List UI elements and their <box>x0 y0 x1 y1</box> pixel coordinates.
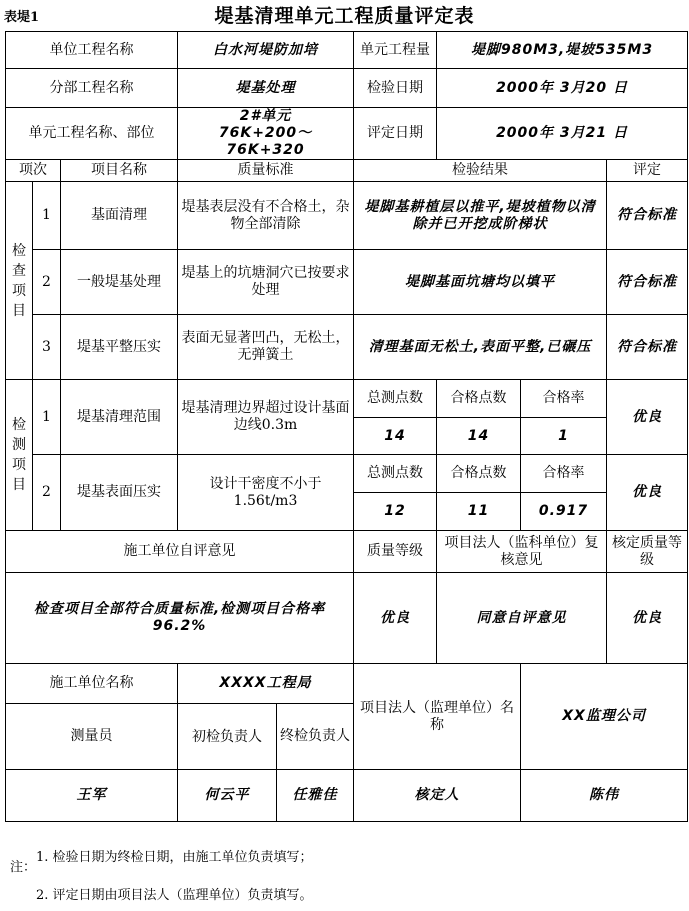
check-item-result: 堤脚基耕植层以推平,堤坡植物以清除并已开挖成阶梯状 <box>354 182 607 250</box>
check-item-standard: 堤基上的坑塘洞穴已按要求处理 <box>178 250 354 315</box>
header-item-name: 项目名称 <box>61 160 178 182</box>
contractor-label: 施工单位名称 <box>6 664 178 704</box>
inspect-date-value: 2000年 3月20 日 <box>437 69 688 108</box>
owner-name-label: 项目法人（监理单位）名称 <box>354 664 521 770</box>
header-rating: 评定 <box>607 160 688 182</box>
check-item-standard: 表面无显著凹凸，无松土，无弹簧土 <box>178 315 354 380</box>
page-title: 堤基清理单元工程质量评定表 <box>214 5 475 27</box>
test-item-standard: 设计干密度不小于1.56t/m3 <box>178 455 354 531</box>
test-group-label: 检测项目 <box>6 380 33 531</box>
self-grade-label-text: 质量等级 <box>367 543 424 559</box>
owner-opinion-value: 同意自评意见 <box>437 573 607 664</box>
check-row-2 <box>6 250 688 315</box>
col-total-label: 总测点数 <box>354 380 437 418</box>
check-item-result: 清理基面无松土,表面平整,已碾压 <box>354 315 607 380</box>
assess-date-label: 评定日期 <box>354 108 437 160</box>
check-item-name: 一般堤基处理 <box>61 250 178 315</box>
unit-project-label: 单位工程名称 <box>6 32 178 69</box>
sign-row-1 <box>6 664 688 704</box>
check-group-label: 检查项目 <box>6 182 33 380</box>
test-total-value: 12 <box>354 493 437 531</box>
test-rate-value: 0.917 <box>521 493 607 531</box>
test-rate-value: 1 <box>521 418 607 455</box>
note-line-2: 2. 评定日期由项目法人（监理单位）负责填写。 <box>36 888 313 903</box>
review-value-row <box>6 573 688 664</box>
test-row-1a <box>6 380 688 418</box>
verifier-name: 陈伟 <box>521 770 688 822</box>
check-item-no: 3 <box>33 315 61 380</box>
element-chainage: 76K+200～76K+320 <box>218 125 313 158</box>
info-row-3 <box>6 108 688 160</box>
check-item-name: 基面清理 <box>61 182 178 250</box>
final-inspector-name: 任雅佳 <box>277 770 354 822</box>
unit-project-value: 白水河堤防加培 <box>178 32 354 69</box>
info-row-1 <box>6 32 688 69</box>
element-qty-label: 单元工程量 <box>354 32 437 69</box>
element-name-value <box>178 108 354 160</box>
header-result: 检验结果 <box>354 160 607 182</box>
check-item-no: 1 <box>33 182 61 250</box>
owner-review-label: 项目法人（监科单位）复核意见 <box>437 531 607 573</box>
assess-date-value: 2000年 3月21 日 <box>437 108 688 160</box>
col-rate-label: 合格率 <box>521 455 607 493</box>
final-inspector-label: 终检负责人 <box>277 704 354 770</box>
self-grade-label <box>354 531 437 573</box>
col-total-label: 总测点数 <box>354 455 437 493</box>
header-item-no: 项次 <box>6 160 61 182</box>
test-pass-value: 11 <box>437 493 521 531</box>
col-pass-label: 合格点数 <box>437 455 521 493</box>
inspect-date-label: 检验日期 <box>354 69 437 108</box>
col-rate-label: 合格率 <box>521 380 607 418</box>
test-item-no: 1 <box>33 380 61 455</box>
check-item-rating: 符合标准 <box>607 250 688 315</box>
review-header-row <box>6 531 688 573</box>
sign-row-3 <box>6 770 688 822</box>
test-item-name: 堤基表面压实 <box>61 455 178 531</box>
check-item-standard: 堤基表层没有不合格土，杂物全部清除 <box>178 182 354 250</box>
check-row-1 <box>6 182 688 250</box>
test-row-2a <box>6 455 688 493</box>
check-item-name: 堤基平整压实 <box>61 315 178 380</box>
element-name-label: 单元工程名称、部位 <box>6 108 178 160</box>
self-opinion-value: 检查项目全部符合质量标准,检测项目合格率96.2% <box>6 573 354 664</box>
header-row <box>6 160 688 182</box>
initial-inspector-label: 初检负责人 <box>178 704 277 770</box>
notes-label: 注： <box>10 860 37 875</box>
verify-grade-label: 核定质量等级 <box>607 531 688 573</box>
quality-assessment-table <box>5 31 688 822</box>
note-line-1: 1. 检验日期为终检日期，由施工单位负责填写； <box>36 850 313 865</box>
surveyor-name: 王军 <box>6 770 178 822</box>
test-item-rating: 优良 <box>607 380 688 455</box>
check-row-3 <box>6 315 688 380</box>
info-row-2 <box>6 69 688 108</box>
initial-inspector-name: 何云平 <box>178 770 277 822</box>
form-code: 表堤1 <box>4 10 40 25</box>
header-standard: 质量标准 <box>178 160 354 182</box>
test-pass-value: 14 <box>437 418 521 455</box>
self-assess-label: 施工单位自评意见 <box>6 531 354 573</box>
verifier-label: 核定人 <box>354 770 521 822</box>
element-unit-no: 2#单元 <box>239 108 292 124</box>
sub-project-label: 分部工程名称 <box>6 69 178 108</box>
verify-grade-value: 优良 <box>607 573 688 664</box>
test-total-value: 14 <box>354 418 437 455</box>
self-grade-value: 优良 <box>354 573 437 664</box>
test-item-rating: 优良 <box>607 455 688 531</box>
contractor-value: XXXX工程局 <box>178 664 354 704</box>
check-item-rating: 符合标准 <box>607 315 688 380</box>
surveyor-label: 测量员 <box>6 704 178 770</box>
col-pass-label: 合格点数 <box>437 380 521 418</box>
element-qty-value: 堤脚980M3,堤坡535M3 <box>437 32 688 69</box>
test-item-standard: 堤基清理边界超过设计基面边线0.3m <box>178 380 354 455</box>
test-item-name: 堤基清理范围 <box>61 380 178 455</box>
check-item-rating: 符合标准 <box>607 182 688 250</box>
sub-project-value: 堤基处理 <box>178 69 354 108</box>
check-item-no: 2 <box>33 250 61 315</box>
owner-name-value: XX监理公司 <box>521 664 688 770</box>
test-item-no: 2 <box>33 455 61 531</box>
check-item-result: 堤脚基面坑塘均以填平 <box>354 250 607 315</box>
